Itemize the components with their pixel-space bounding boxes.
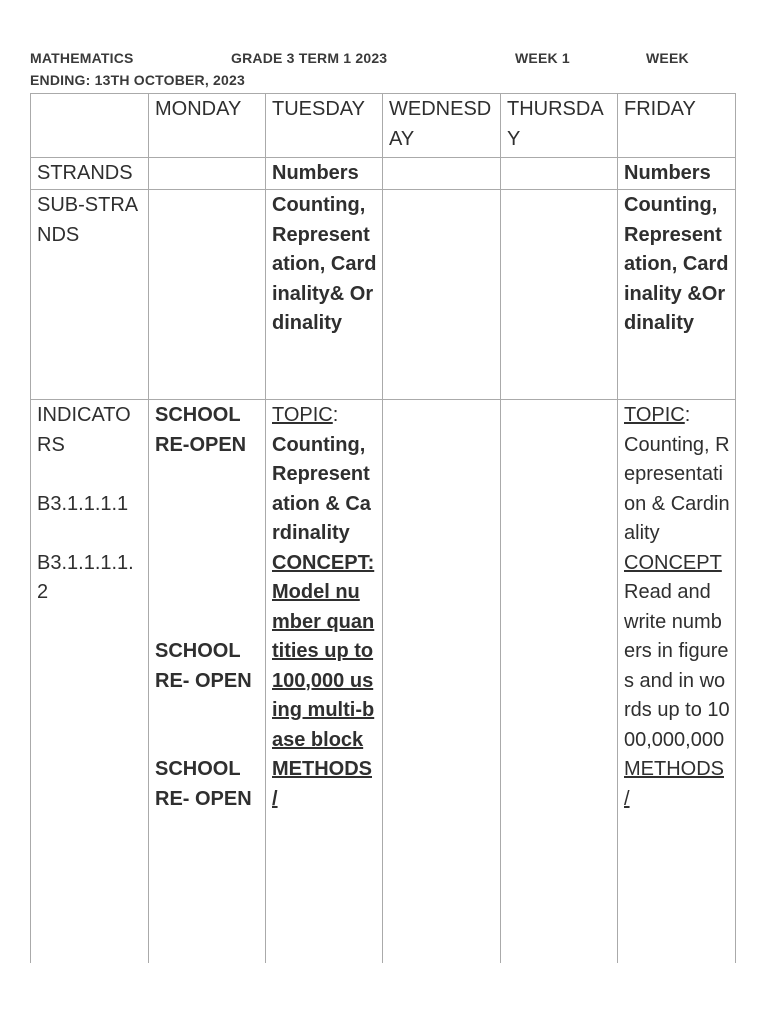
tuesday-concept-label: CONCEPT: bbox=[272, 551, 375, 574]
week-ending-label-a: WEEK bbox=[646, 50, 689, 66]
school-reopen-note-3: SCHOOL RE- OPEN bbox=[155, 758, 252, 810]
cell-indicators-wednesday bbox=[383, 400, 501, 964]
school-reopen-note-1: SCHOOL RE-OPEN bbox=[155, 404, 247, 456]
tuesday-topic-label: TOPIC bbox=[272, 404, 333, 426]
tuesday-methods-label: METHODS / bbox=[272, 758, 372, 810]
friday-topic-label: TOPIC bbox=[624, 404, 685, 426]
week-label: WEEK 1 bbox=[515, 50, 570, 66]
table-row-strands bbox=[31, 158, 736, 190]
grade-term-label: GRADE 3 TERM 1 2023 bbox=[231, 50, 388, 66]
row-label-sub-strands: SUB-STRANDS bbox=[31, 190, 149, 400]
table-row-sub-strands bbox=[31, 190, 736, 400]
corner-cell bbox=[31, 94, 149, 158]
subject-label: MATHEMATICS bbox=[30, 50, 134, 66]
cell-strands-wednesday bbox=[383, 158, 501, 190]
col-header-tuesday: TUESDAY bbox=[266, 94, 383, 158]
cell-strands-monday bbox=[149, 158, 266, 190]
row-label-strands: STRANDS bbox=[31, 158, 149, 190]
col-header-wednesday: WEDNESDAY bbox=[383, 94, 501, 158]
cell-indicators-monday bbox=[149, 400, 266, 964]
cell-sub-strands-monday bbox=[149, 190, 266, 400]
col-header-monday: MONDAY bbox=[149, 94, 266, 158]
col-header-thursday: THURSDAY bbox=[501, 94, 618, 158]
cell-indicators-tuesday: TOPIC: Counting, Representation & Cardinality CONCEPT: Model number quantities up to 100,000 using multi-base block METHODS / bbox=[266, 400, 383, 964]
indicator-code-2: B3.1.1.1.1.2 bbox=[37, 551, 134, 603]
cell-indicators-thursday bbox=[501, 400, 618, 964]
row-label-indicators bbox=[31, 400, 149, 964]
tuesday-concept: Model number quantities up to 100,000 using multi-base block bbox=[272, 581, 375, 751]
cell-sub-strands-wednesday bbox=[383, 190, 501, 400]
table-header-row bbox=[31, 94, 736, 158]
friday-methods-label: METHODS / bbox=[624, 758, 724, 810]
friday-concept: Read and write numbers in figures and in words up to 1000,000,000 bbox=[624, 581, 730, 751]
cell-indicators-friday: TOPIC: Counting, Representation & Cardinality CONCEPT Read and write numbers in figures and in words up to 1000,000,000 METHODS / bbox=[618, 400, 736, 964]
indicator-code-1: B3.1.1.1.1 bbox=[37, 492, 129, 515]
tuesday-topic: Counting, Representation & Cardinality bbox=[272, 433, 371, 544]
cell-strands-thursday bbox=[501, 158, 618, 190]
cell-sub-strands-friday: Counting, Representation, Cardinality &Ordinality bbox=[618, 190, 736, 400]
cell-sub-strands-thursday bbox=[501, 190, 618, 400]
lesson-plan-table-container bbox=[30, 93, 736, 963]
school-reopen-note-2: SCHOOL RE- OPEN bbox=[155, 640, 252, 692]
cell-strands-tuesday: Numbers bbox=[266, 158, 383, 190]
cell-sub-strands-tuesday: Counting, Representation, Cardinality& Ordinality bbox=[266, 190, 383, 400]
friday-topic: Counting, Representation & Cardinality bbox=[624, 433, 730, 544]
lesson-plan-table bbox=[30, 93, 736, 963]
week-ending-label-b: ENDING: 13TH OCTOBER, 2023 bbox=[30, 72, 245, 88]
table-row-indicators bbox=[31, 400, 736, 964]
indicators-label: INDICATORS bbox=[37, 404, 131, 456]
friday-concept-label: CONCEPT bbox=[624, 551, 722, 574]
cell-strands-friday: Numbers bbox=[618, 158, 736, 190]
col-header-friday: FRIDAY bbox=[618, 94, 736, 158]
